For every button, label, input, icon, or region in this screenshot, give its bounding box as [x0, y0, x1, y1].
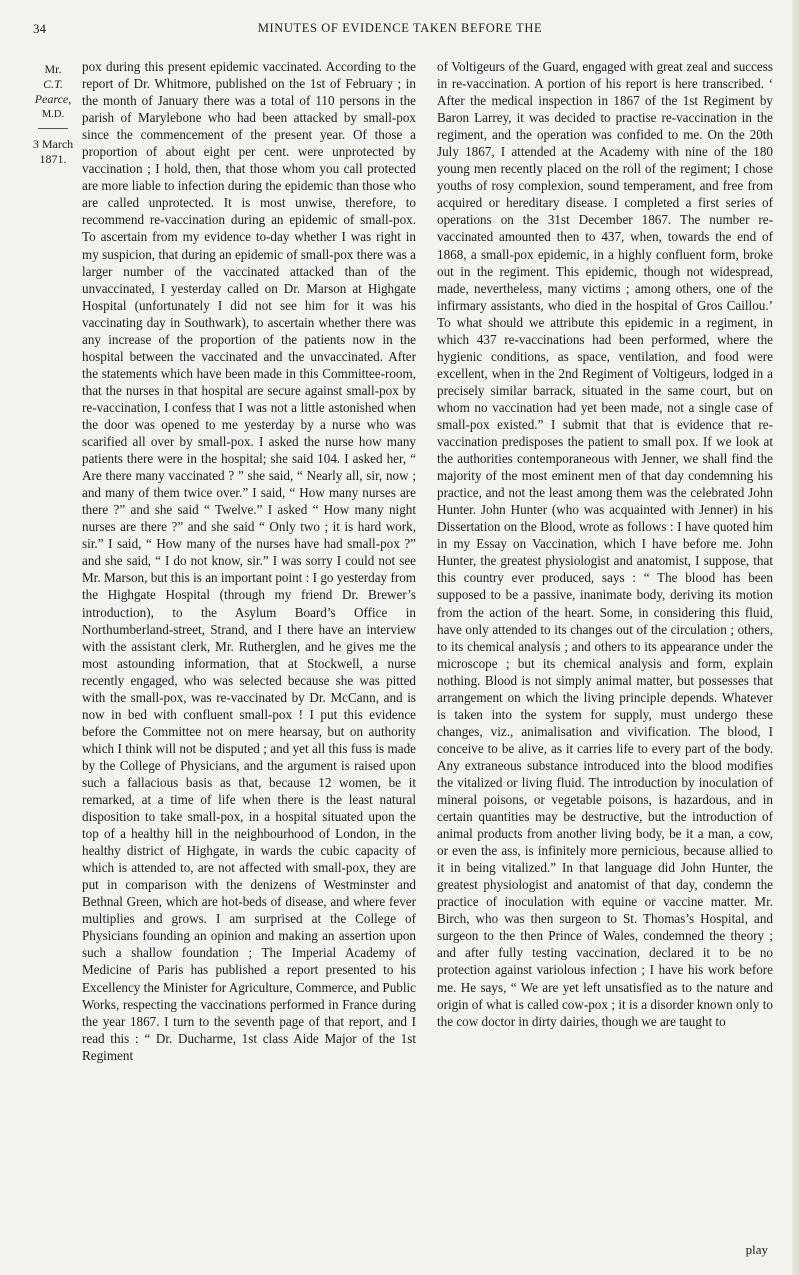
column-left-text: pox during this present epidemic vaccinated. According to the report of Dr. Whitmore, published on the 1st of February ; in the month of January there was a total of 110 persons in the parish of Marylebone who had been attacked by small-pox since the commencement of the present year. Of those a proportion of about eight per cent. were unprotected by vaccination ; I hold, then, that those whom you call protected are more liable to infection during the epidemic than those who are called unprotected. It is most unwise, therefore, to recommend re-vaccination during an epidemic of small-pox. To ascertain from my evidence to-day whether I was right in my suspicion, that during an epidemic of small-pox there was a larger number of the vaccinated attacked than of the unvaccinated, I yesterday called on Dr. Marson at Highgate Hospital (unfortunately I did not see him for it was his vaccinating day in Southwark), to ascertain whether there was any increase of the proportion of the patients now in the hospital between the vaccinated and the unvaccinated. After the statements which have been made in this Committee-room, that the nurses in that hospital are secure against small-pox by re-vaccination, I confess that I was not a little astonished when the door was opened to me yesterday by a nurse who was scarified all over by small-pox. I asked the nurse how many patients there were in the hospital; she said 104. I asked her, “ Are there many vaccinated ? ” she said, “ Nearly all, sir, now ; and many of them twice over.” I said, “ How many nurses are there ?” and she said “ Twelve.” I asked “ How many night nurses are there ?” and she said “ Only two ; it is hard work, sir.” I said, “ How many of the nurses have had small-pox ?” and she said, “ I do not know, sir.” I was sorry I could not see Mr. Marson, but this is an important point : I go yesterday from the Highgate Hospital (through my friend Dr. Brewer’s introduction), to the Asylum Board’s Office in Northumberland-street, Strand, and I there have an interview with the assistant clerk, Mr. Rutherglen, and he gives me the most astounding information, that at Stockwell, a nurse recently engaged, who was selected because she was pitted with the small-pox, was re-vaccinated by Dr. McCann, and is now in bed with confluent small-pox ! I put this evidence before the Committee not on mere hearsay, but on authority which I think will not be disputed ; and yet all this fuss is made by the College of Physicians, and the argument is raised upon such a fallacious basis as that, because 12 women, be it remarked, at a time of life when there is the least natural disposition to take small-pox, in a hospital situated upon the top of a healthy hill in the neighbourhood of London, in the healthy district of Highgate, in wards the cubic capacity of which is attended to, are not affected with small-pox, they are put in comparison with the denizens of Westminster and Bethnal Green, which are hot-beds of disease, and where fever multiplies and grows. I am surprised at the College of Physicians founding an opinion and making an assertion upon such a shallow foundation ; The Imperial Academy of Medicine of Paris has published a report presented to his Excellency the Minister for Agriculture, Commerce, and Public Works, respecting the vaccinations performed in France during the year 1867. I turn to the seventh page of that report, and I read this : “ Dr. Ducharme, 1st class Aide Major of the 1st Regiment	[82, 59, 416, 1063]
catchword: play	[745, 1242, 768, 1257]
page-header	[0, 21, 800, 41]
margin-note	[26, 62, 80, 167]
margin-note-year: 1871.	[39, 152, 67, 166]
margin-note-date: 3 March	[32, 137, 74, 151]
column-right-text: of Voltigeurs of the Guard, engaged with great zeal and success in re-vaccination. A portion of his report is here transcribed. ‘ After the medical inspection in 1867 of the 1st Regiment by Baron Larrey, it was decided to practise re-vaccination in the regiment, and the operation was confided to me. On the 20th July 1867, I attended at the Academy with nine of the 180 young men recently placed on the roll of the regiment; I chose youths of rosy complexion, sound temperament, and free from acquired or hereditary disease. I completed a first series of operations on the 31st December 1867. The number re-vaccinated amounted then to 437, when, towards the end of 1868, a small-pox epidemic, in a highly confluent form, broke out in the regiment. This epidemic, though not widespread, made, nevertheless, many victims ; among others, one of the infirmary assistants, who died in the hospital of Gros Caillou.’ To what should we attribute this epidemic in a regiment, in which 437 re-vaccinations had been performed, where the hygienic conditions, as space, ventilation, and food were excellent, when in the 2nd Regiment of Voltigeurs, lodged in a precisely similar barrack, situated in the same court, but on whom no vaccination had yet been made, not a single case of small-pox existed.” I submit that that is evidence that re-vaccination predisposes the patient to small pox. If we look at the authorities contemporaneous with Jenner, we shall find the majority of the most eminent men of that day condemning his practice, and not the least among them was the celebrated John Hunter. John Hunter (who was acquainted with Jenner) in his Dissertation on the Blood, wrote as follows : I have quoted him in my Essay on Vaccination, which I have before me. John Hunter, the greatest physiologist and anatomist, I suppose, that this country ever produced, says : “ The blood has been supposed to be a passive, inanimate body, deriving its motion from the action of the heart. Some, in considering this fluid, have only attended to its changes out of the circulation ; others, to its chemical analysis ; and others to its appearance under the microscope ; but its chemical analysis and form, explain nothing. Blood is not simply animal matter, but possesses that arrangement on which the living principle depends. Whatever is taken into the system for supply, must undergo these changes, viz., animalisation and vivification. The blood, I conceive to be alive, as it carries life to every part of the body. Any extraneous substance introduced into the blood modifies the vitalized or living fluid. The introduction by inoculation of mineral poisons, or vegetable poisons, is hazardous, and in certain quantities may be destructive, but the introduction of animal products from another living body, be it a man, a cow, or even the ass, is infinitely more pernicious, because allied to it in being vitalized.” In that language did John Hunter, the greatest physiologist and anatomist of that day, condemn the practice of inoculation with equine or vaccine matter. Mr. Birch, who was then surgeon to St. Thomas’s Hospital, and surgeon to the then Prince of Wales, condemned the theory ; and after fully testing vaccination, declared it to be no protection against variolous infection ; I have his work before me. He says, “ We are yet left unsatisfied as to the nature and origin of what is called cow-pox ; it is a disorder known only to the cow doctor in dirty dairies, though we are taught to	[437, 59, 773, 1029]
margin-note-name: C.T. Pearce,	[34, 77, 72, 106]
margin-note-degree: M.D.	[41, 109, 65, 120]
page-number: 34	[33, 21, 46, 36]
running-title: MINUTES OF EVIDENCE TAKEN BEFORE THE	[257, 21, 543, 35]
margin-divider	[38, 128, 68, 129]
text-column-right	[437, 58, 773, 1030]
margin-note-title: Mr.	[44, 62, 62, 76]
page-edge	[792, 0, 800, 1275]
text-column-left	[82, 58, 416, 1064]
